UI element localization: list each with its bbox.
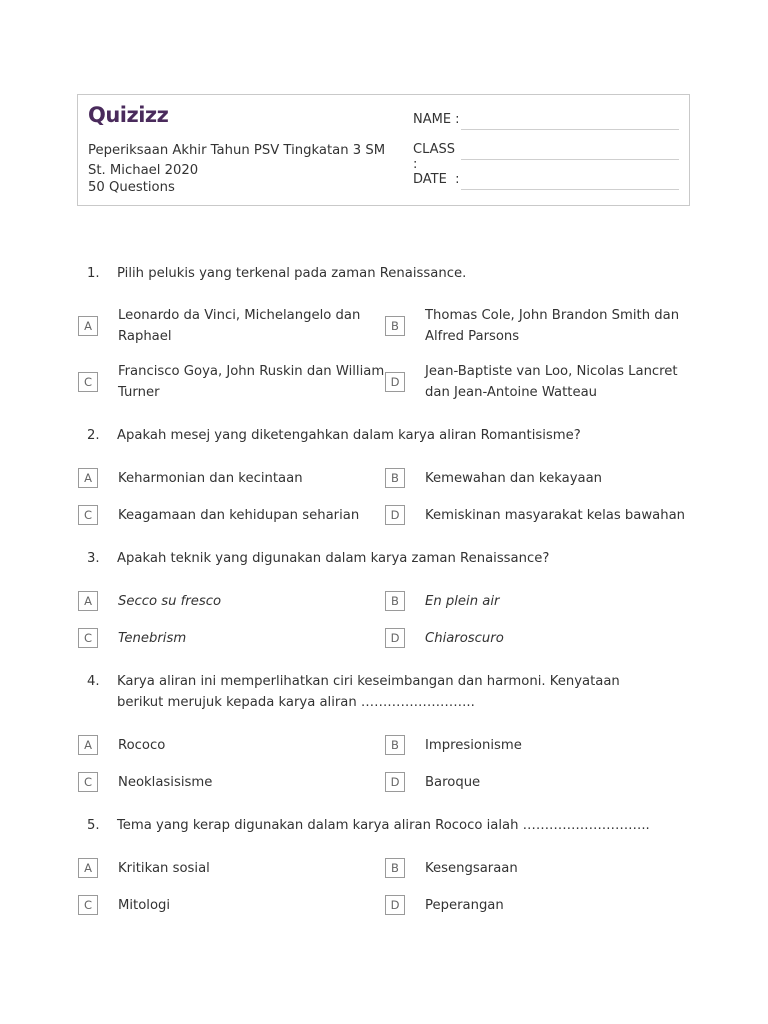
quiz-title: Peperiksaan Akhir Tahun PSV Tingkatan 3 SM St. Michael 2020 xyxy=(88,143,386,178)
option-letter-box: B xyxy=(385,735,405,755)
option-text: Mitologi xyxy=(118,898,171,913)
option-letter-box: A xyxy=(78,468,98,488)
class-field xyxy=(413,142,463,172)
option-text: Thomas Cole, John Brandon Smith dan Alfred Parsons xyxy=(425,308,680,344)
option-letter-box: A xyxy=(78,735,98,755)
option-letter-box: D xyxy=(385,505,405,525)
question-count: 50 Questions xyxy=(88,180,175,195)
option-letter-box: C xyxy=(78,505,98,525)
option-text: Secco su fresco xyxy=(118,594,222,609)
option-text: Kemewahan dan kekayaan xyxy=(425,471,603,486)
question-number: 3. xyxy=(87,551,100,566)
option-text: Impresionisme xyxy=(425,738,522,753)
option-text: Tenebrism xyxy=(118,631,187,646)
question-text: Pilih pelukis yang terkenal pada zaman Renaissance. xyxy=(117,266,467,281)
option-letter-box: C xyxy=(78,895,98,915)
option-text: Baroque xyxy=(425,775,481,790)
name-line[interactable] xyxy=(461,129,679,130)
question-text: Tema yang kerap digunakan dalam karya aliran Rococo ialah ……………………….. xyxy=(117,818,650,833)
date-field xyxy=(413,172,463,187)
question-number: 2. xyxy=(87,428,100,443)
option-letter-box: A xyxy=(78,591,98,611)
option-text: Rococo xyxy=(118,738,166,753)
option-text: En plein air xyxy=(425,594,500,609)
option-letter-box: D xyxy=(385,628,405,648)
name-label: NAME : xyxy=(413,112,460,127)
date-line[interactable] xyxy=(461,189,679,190)
date-label: DATE : xyxy=(413,172,460,187)
question-number: 5. xyxy=(87,818,100,833)
option-letter-box: D xyxy=(385,372,405,392)
option-letter-box: B xyxy=(385,591,405,611)
option-letter-box: D xyxy=(385,772,405,792)
option-text: Kritikan sosial xyxy=(118,861,210,876)
option-letter-box: B xyxy=(385,316,405,336)
question-number: 4. xyxy=(87,674,100,689)
class-label: CLASS : xyxy=(413,142,456,172)
option-letter-box: A xyxy=(78,858,98,878)
option-text: Kesengsaraan xyxy=(425,861,518,876)
option-text: Francisco Goya, John Ruskin dan William Turner xyxy=(118,364,385,400)
question-text: Karya aliran ini memperlihatkan ciri keseimbangan dan harmoni. Kenyataan berikut merujuk kepada karya aliran …………………….. xyxy=(117,674,620,710)
option-text: Keharmonian dan kecintaan xyxy=(118,471,303,486)
option-text: Keagamaan dan kehidupan seharian xyxy=(118,508,360,523)
option-letter-box: C xyxy=(78,628,98,648)
option-letter-box: C xyxy=(78,772,98,792)
option-letter-box: C xyxy=(78,372,98,392)
option-text: Leonardo da Vinci, Michelangelo dan Raphael xyxy=(118,308,361,344)
quizizz-logo: Quizizz xyxy=(88,103,169,127)
question-text: Apakah teknik yang digunakan dalam karya zaman Renaissance? xyxy=(117,551,550,566)
option-text: Chiaroscuro xyxy=(425,631,504,646)
question-text: Apakah mesej yang diketengahkan dalam karya aliran Romantisisme? xyxy=(117,428,581,443)
option-letter-box: D xyxy=(385,895,405,915)
option-text: Kemiskinan masyarakat kelas bawahan xyxy=(425,508,686,523)
option-letter-box: B xyxy=(385,468,405,488)
name-field xyxy=(413,112,463,127)
option-letter-box: B xyxy=(385,858,405,878)
option-text: Neoklasisisme xyxy=(118,775,213,790)
option-text: Peperangan xyxy=(425,898,504,913)
question-number: 1. xyxy=(87,266,100,281)
option-text: Jean-Baptiste van Loo, Nicolas Lancret dan Jean-Antoine Watteau xyxy=(425,364,678,400)
option-letter-box: A xyxy=(78,316,98,336)
class-line[interactable] xyxy=(461,159,679,160)
quiz-header xyxy=(77,94,690,206)
